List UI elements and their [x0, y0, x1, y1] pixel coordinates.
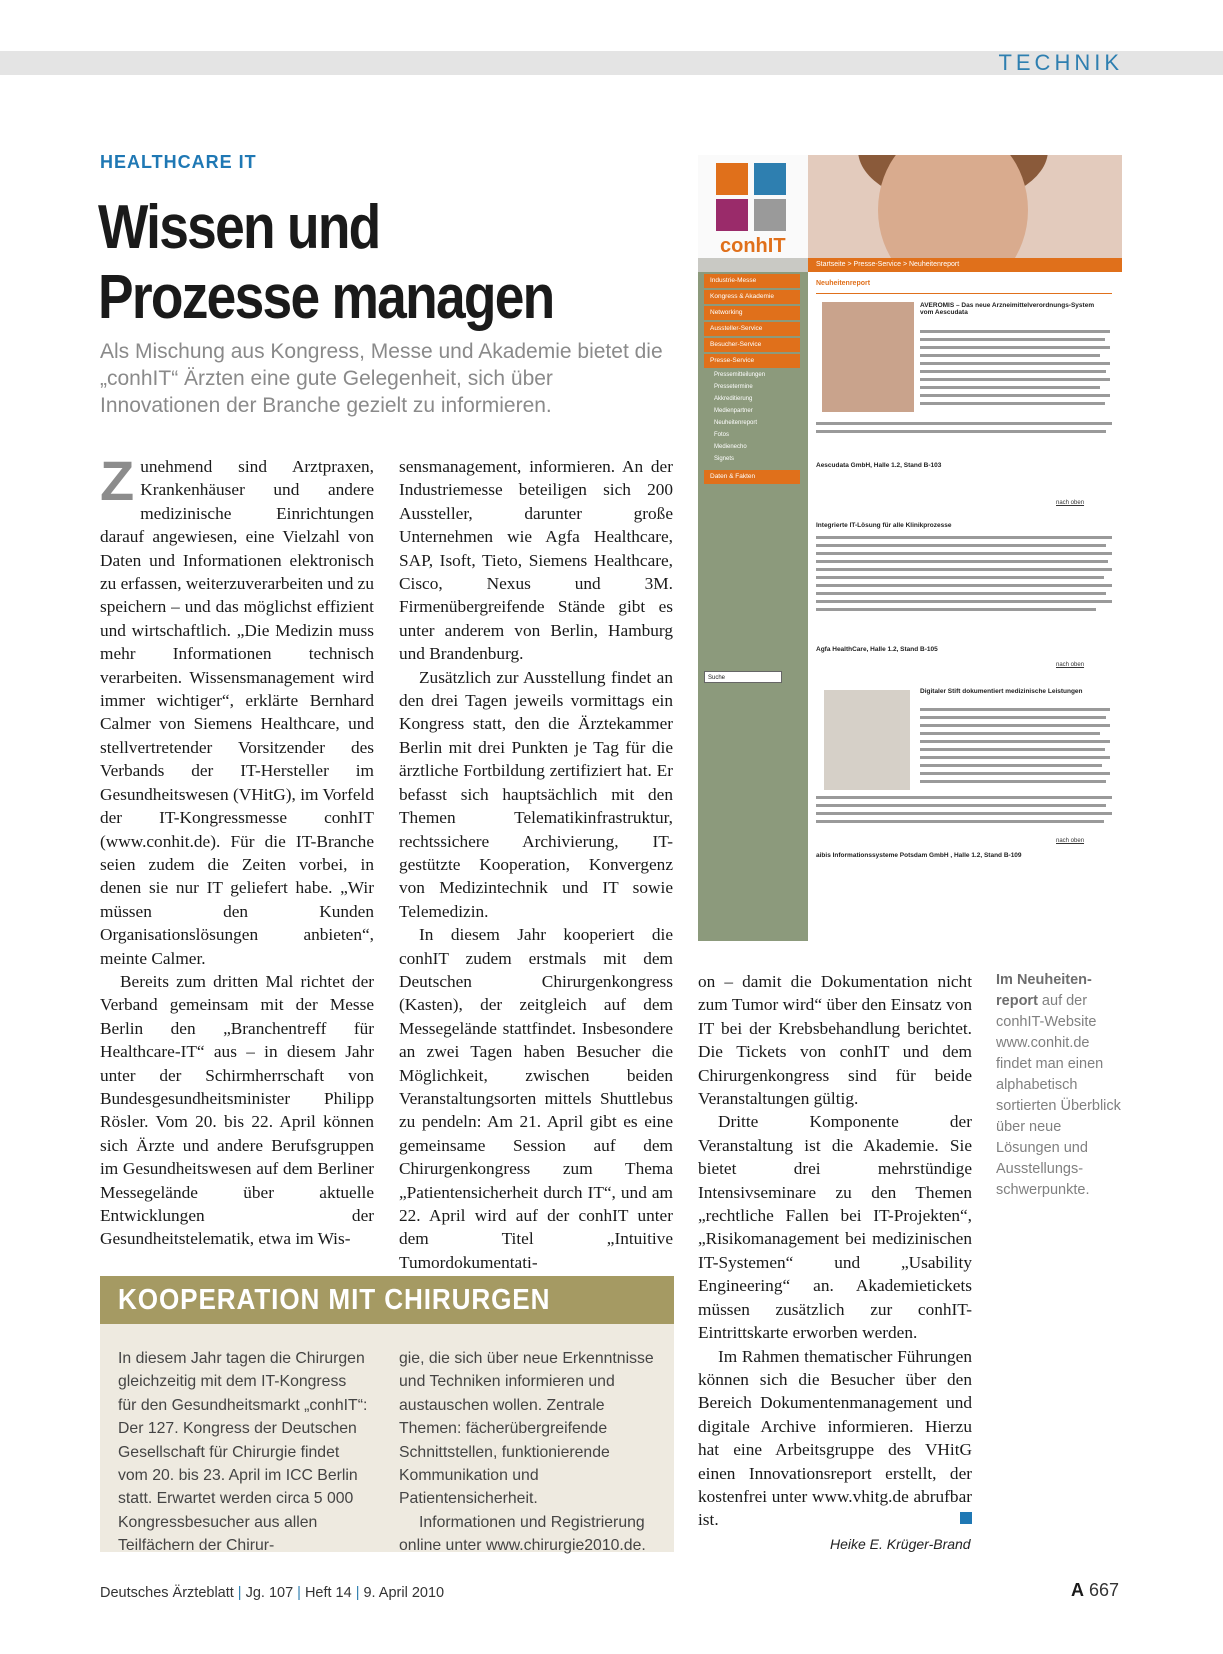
info-box-text: In diesem Jahr tagen die Chirurgen gleichzeitig mit dem IT-Kongress für den Gesundheitsmarkt „conhIT“: Der 127. Kongress der Deutschen Gesellschaft für Chirurgie findet vom 20. bis 23. April im ICC Berlin statt. Erwartet werden circa 5 000 Kongressbesucher aus allen Teilfächern der Chirur-	[118, 1350, 368, 1555]
issue: Heft 14	[304, 1585, 352, 1601]
nav-item: Kongress & Akademie	[704, 290, 800, 304]
nav-item: Industrie-Messe	[704, 274, 800, 288]
entry-company: Aescudata GmbH, Halle 1.2, Stand B-103	[816, 462, 942, 469]
entry-title: Integrierte IT-Lösung für alle Klinikprozesse	[816, 522, 952, 529]
volume: Jg. 107	[245, 1585, 294, 1601]
logo-area	[698, 155, 808, 258]
caption-text: auf der conhIT-Website www.conhit.de findet man einen alphabetisch sortierten Überblick über neue Lösungen und Ausstellungs-schwerpunkte.	[996, 993, 1121, 1198]
kicker: HEALTHCARE IT	[100, 152, 257, 172]
drop-cap: Z	[100, 449, 135, 512]
author: Heike E. Krüger-Brand	[830, 1536, 971, 1552]
paragraph: sensmanagement, informieren. An der Industriemesse beteiligen sich 200 Aussteller, darunter große Unternehmen wie Agfa Healthcare, SAP, Isoft, Tieto, Siemens Healthcare, Cisco, Nexus und 3M. Firmenübergreifende Stände gibt es unter anderem von Berlin, Hamburg und Brandenburg.	[399, 457, 673, 664]
entry-title: Digitaler Stift dokumentiert medizinische Leistungen	[920, 688, 1083, 695]
entry-photo	[824, 690, 910, 790]
site-navigation	[698, 272, 808, 941]
page-prefix: A	[1070, 1580, 1084, 1600]
journal-name: Deutsches Ärzteblatt	[100, 1585, 234, 1601]
lead-paragraph: Als Mischung aus Kongress, Messe und Akademie bietet die „conhIT“ Ärzten eine gute Gelegenheit, sich über Innovationen der Branche gezielt zu informieren.	[100, 340, 663, 417]
section-label: TECHNIK	[998, 50, 1123, 75]
report-content	[808, 272, 1122, 941]
body-column-1	[100, 449, 374, 1251]
report-title: Neuheitenreport	[816, 280, 871, 287]
headline: Wissen und Prozesse managen	[98, 193, 554, 332]
issue-date: 9. April 2010	[363, 1585, 445, 1601]
entry-title: AVEROMIS – Das neue Arzneimittelverordnungs-System vom Aescudata	[920, 302, 1095, 316]
nav-subitem: Medienpartner	[714, 408, 753, 414]
site-logo: conhIT	[720, 235, 786, 257]
page-number-value: 667	[1088, 1580, 1119, 1600]
body-column-2	[399, 455, 673, 1274]
logo-icon	[716, 163, 790, 233]
info-box-title: KOOPERATION MIT CHIRURGEN	[118, 1284, 551, 1316]
paragraph: Dritte Komponente der Veranstaltung ist die Akademie. Sie bietet drei mehrstündige Intensivseminare zu den Themen „rechtliche Fallen bei IT-Projekten“, „Risikomanagement bei medizinischen IT-Systemen“ und „Usability Engineering“ an. Akademietickets müssen zusätzlich zur conhIT-Eintrittskarte erworben werden.	[698, 1112, 972, 1343]
nav-item: Besucher-Service	[704, 338, 800, 352]
info-box-column-1	[118, 1347, 368, 1558]
nav-subitem: Fotos	[714, 432, 730, 438]
banner-photo	[808, 155, 1122, 258]
entry-photo	[822, 302, 914, 412]
nav-subitem: Pressetermine	[714, 384, 753, 390]
caption-bold: Im Neuheiten-report	[996, 972, 1092, 1009]
info-box-column-2	[399, 1347, 655, 1558]
nav-subitem: Pressemitteilungen	[714, 372, 766, 378]
nav-item: Networking	[704, 306, 800, 320]
search-field: Suche	[704, 671, 782, 683]
body-column-3	[698, 970, 972, 1532]
footer-citation: Deutsches Ärzteblatt | Jg. 107 | Heft 14 | 9. April 2010	[100, 1585, 445, 1601]
paragraph-text: unehmend sind Arztpraxen, Krankenhäuser und andere medizinische Einrichtungen darauf angewiesen, eine Vielzahl von Daten und Informationen elektronisch zu erfassen, weiterzuverarbeiten und zu speichern – und das möglichst effizient und wirtschaftlich. „Die Medizin muss mehr Informationen technisch verarbeiten. Wissensmanagement wird immer wichtiger“, erklärte Bernhard Calmer von Siemens Healthcare, und stellvertretender Vorsitzender des Verbands der IT-Hersteller im Gesundheitswesen (VHitG), im Vorfeld der IT-Kongressmesse conhIT (www.conhit.de). Für die IT-Branche seien zudem die Zeiten vorbei, in denen sie nur IT geliefert habe. „Wir müssen den Kunden Organisationslösungen anbieten“, meinte Calmer.	[100, 457, 374, 968]
paragraph: Im Rahmen thematischer Führungen können sich die Besucher über den Bereich Dokumentenmanagement und digitale Archive informieren. Hierzu hat eine Arbeitsgruppe des VHitG einen Innovationsreport erstellt, der kostenfrei unter www.vhitg.de abrufbar ist.	[698, 1346, 972, 1530]
info-box-text: gie, die sich über neue Erkenntnisse und Techniken informieren und austauschen wollen. Zentrale Themen: fächerübergreifende Schnittstellen, funktionierende Kommunikation und Patientensicherheit.	[399, 1350, 654, 1508]
paragraph	[100, 449, 374, 970]
entry-company: aibis Informationssysteme Potsdam GmbH , Halle 1.2, Stand B-109	[816, 852, 1022, 859]
page-number	[1071, 1580, 1119, 1601]
nav-subitem: Neuheitenreport	[714, 420, 758, 426]
image-caption	[996, 970, 1126, 1201]
info-box-text: Informationen und Registrierung online unter www.chirurgie2010.de.	[399, 1513, 646, 1555]
nav-subitem: Akkreditierung	[714, 396, 753, 402]
paragraph: Bereits zum dritten Mal richtet der Verband gemeinsam mit der Messe Berlin den „Branchentreff für Healthcare-IT“ aus – in diesem Jahr unter der Schirmherrschaft von Bundesgesundheitsminister Philipp Rösler. Vom 20. bis 22. April können sich Ärzte und andere Berufsgruppen im Gesundheitswesen auf dem Berliner Messegelände über aktuelle Entwicklungen der Gesundheitstelematik, etwa im Wis-	[100, 971, 374, 1249]
entry-company: Agfa HealthCare, Halle 1.2, Stand B-105	[816, 646, 938, 653]
nav-item: Presse-Service	[704, 354, 800, 368]
back-to-top-link: nach oben	[1056, 838, 1085, 844]
end-of-article-mark	[960, 1512, 972, 1524]
website-screenshot	[698, 155, 1122, 941]
nav-subitem: Medienecho	[714, 444, 747, 450]
breadcrumb: Startseite > Presse-Service > Neuheitenreport	[808, 258, 1122, 272]
paragraph: In diesem Jahr kooperiert die conhIT zudem erstmals mit dem Deutschen Chirurgenkongress (Kasten), der zeitgleich auf dem Messegelände stattfindet. Insbesondere an zwei Tagen haben Besucher die Möglichkeit, zwischen beiden Veranstaltungsorten mittels Shuttlebus zu pendeln: Am 21. April gibt es eine gemeinsame Session auf dem Chirurgenkongress zum Thema „Patientensicherheit durch IT“, und am 22. April wird auf der conhIT unter dem Titel „Intuitive Tumordokumentati-	[399, 925, 673, 1272]
back-to-top-link: nach oben	[1056, 662, 1085, 668]
nav-item: Daten & Fakten	[704, 470, 800, 484]
paragraph: on – damit die Dokumentation nicht zum Tumor wird“ über den Einsatz von IT bei der Krebsbehandlung berichtet. Die Tickets von conhIT und dem Chirurgenkongress sind für beide Veranstaltungen gültig.	[698, 972, 972, 1109]
nav-item: Aussteller-Service	[704, 322, 800, 336]
nav-subitem: Signets	[714, 456, 735, 462]
paragraph: Zusätzlich zur Ausstellung findet an den drei Tagen jeweils vormittags ein Kongress statt, den die Ärztekammer Berlin mit drei Punkten je Tag für die ärztliche Fortbildung zertifiziert hat. Er befasst sich hauptsächlich mit den Themen Telematikinfrastruktur, rechtssichere Archivierung, IT-gestützte Kooperation, Konvergenz von Medizintechnik und IT sowie Telemedizin.	[399, 667, 673, 921]
back-to-top-link: nach oben	[1056, 500, 1085, 506]
